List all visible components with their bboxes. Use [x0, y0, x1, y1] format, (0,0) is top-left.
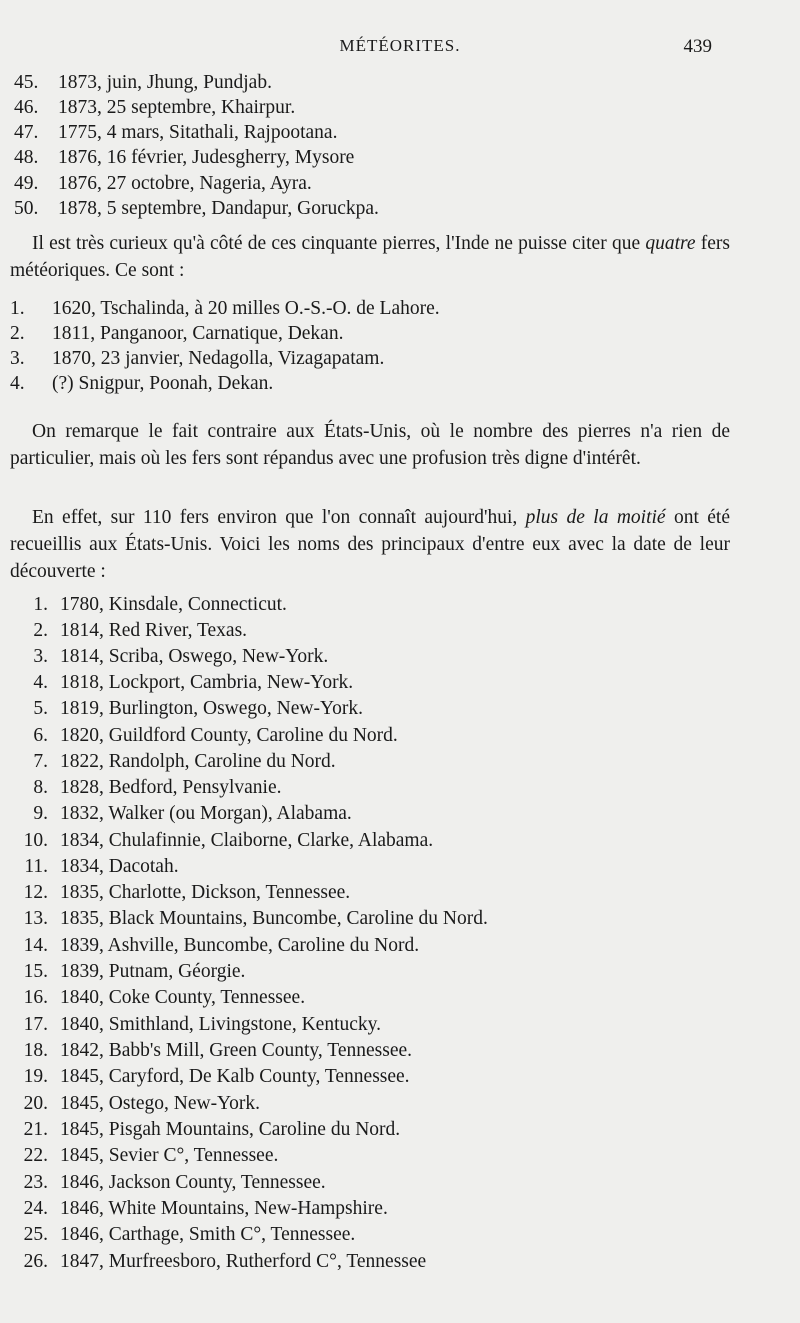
- running-title: MÉTÉORITES.: [339, 36, 461, 55]
- paragraph-contrast: On remarque le fait contraire aux États-Unis, où le nombre des pierres n'a rien de particulier, mais où les fers sont répandus avec une profusion très digne d'intérêt.: [10, 421, 730, 469]
- page-header: [0, 34, 800, 58]
- paragraph-usa-irons: En effet, sur 110 fers environ que l'on connaît aujourd'hui, plus de la moitié ont été recueillis aux États-Unis. Voici les noms des principaux d'entre eux avec la date de leur découverte :: [10, 507, 730, 582]
- book-page: MÉTÉORITES. 439 45. 1873, juin, Jhung, Pundjab. 46. 1873, 25 septembre, Khairpur. 47. 1775, 4 mars, Sitathali, Rajpootana. 48. 1876, 16 février, Judesgherry, Mysore 49. 1876, 27 octobre, Nageria, Ayra. 50. 1878, 5 septembre, Dandapur, Goruckpa. Il est très curieux qu'à côté de ces cinquante pierres, l'Inde ne puisse citer que quatre fers météoriques. Ce sont : 1. 1620, Tschalinda, à 20 milles O.-S.-O. de Lahore. 2. 1811, Panganoor, Carnatique, Dekan. 3. 1870, 23 janvier, Nedagolla, Vizagapatam. 4. (?) Snigpur, Poonah, Dekan. On remarque le fait contraire aux États-Unis, où le nombre des pierres n'a rien de particulier, mais où les fers sont répandus avec une profusion très digne d'intérêt. En effet, sur 110 fers environ que l'on connaît aujourd'hui, plus de la moitié ont été recueillis aux États-Unis. Voici les noms des principaux d'entre eux avec la date de leur découverte : 1. 1780, Kinsdale, Connecticut. 2. 1814, Red River, Texas. 3. 1814, Scriba, Oswego, New-York. 4. 1818, Lockport, Cambria, New-York. 5. 1819, Burlington, Oswego, New-York. 6. 1820, Guildford County, Caroline du Nord. 7. 1822, Randolph, Caroline du Nord. 8. 1828, Bedford, Pensylvanie. 9. 1832, Walker (ou Morgan), Alabama. 10. 1834, Chulafinnie, Claiborne, Clarke, Alabama. 11. 1834, Dacotah. 12. 1835, Charlotte, Dickson, Tennessee. 13. 1835, Black Mountains, Buncombe, Caroline du Nord. 14. 1839, Ashville, Buncombe, Caroline du Nord. 15. 1839, Putnam, Géorgie. 16. 1840, Coke County, Tennessee. 17. 1840, Smithland, Livingstone, Kentucky. 18. 1842, Babb's Mill, Green County, Tennessee. 19. 1845, Caryford, De Kalb County, Tennessee. 20. 1845, Ostego, New-York. 21. 1845, Pisgah Mountains, Caroline du Nord. 22. 1845, Sevier C°, Tennessee. 23. 1846, Jackson County, Tennessee. 24. 1846, White Mountains, New-Hampshire. 25. 1846, Carthage, Smith C°, Tennessee. 26. 1847, Murfreesboro, Rutherford C°, Tennessee: [0, 0, 800, 1323]
- paragraph-india-irons: Il est très curieux qu'à côté de ces cinquante pierres, l'Inde ne puisse citer que quatre fers météoriques. Ce sont :: [10, 233, 730, 281]
- page-number: 439: [683, 36, 712, 57]
